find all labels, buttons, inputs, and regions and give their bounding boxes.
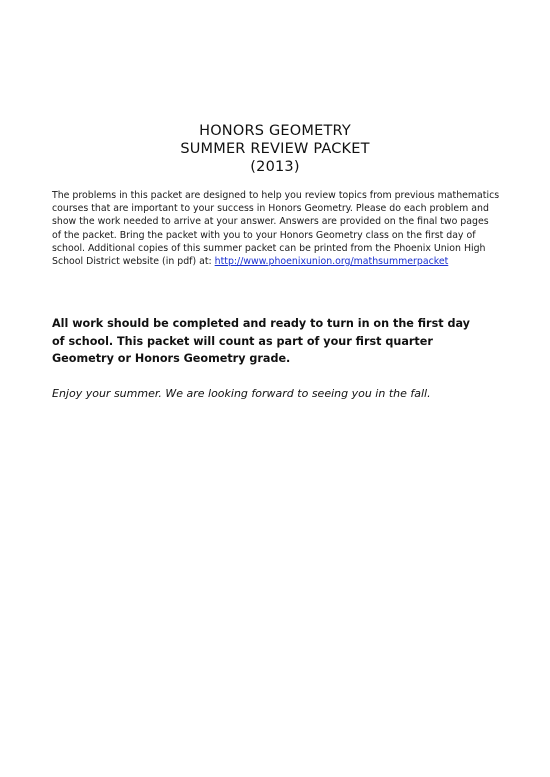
notice-paragraph: All work should be completed and ready to turn in on the first day of school. This packet will count as part of your first quarter Geometry or Honors Geometry grade.	[52, 317, 470, 365]
closing-message: Enjoy your summer. We are looking forward to seeing you in the fall.	[52, 387, 431, 400]
title-line-year: (2013)	[250, 159, 300, 175]
website-link[interactable]: http://www.phoenixunion.org/mathsummerpacket	[214, 256, 449, 268]
title-line-packet: SUMMER REVIEW PACKET	[180, 141, 370, 157]
intro-paragraph	[52, 189, 500, 268]
intro-text: The problems in this packet are designed to help you review topics from previous mathematics courses that are important to your success in Honors Geometry. Please do each problem and show the work needed to arrive at your answer. Answers are provided on the final two pages of the packet. Bring the packet with you to your Honors Geometry class on the first day of school. Additional copies of this summer packet can be printed from the Phoenix Union High School District website (in pdf) at:	[52, 190, 500, 268]
title-line-course: HONORS GEOMETRY	[199, 123, 351, 139]
title-block	[0, 122, 550, 176]
